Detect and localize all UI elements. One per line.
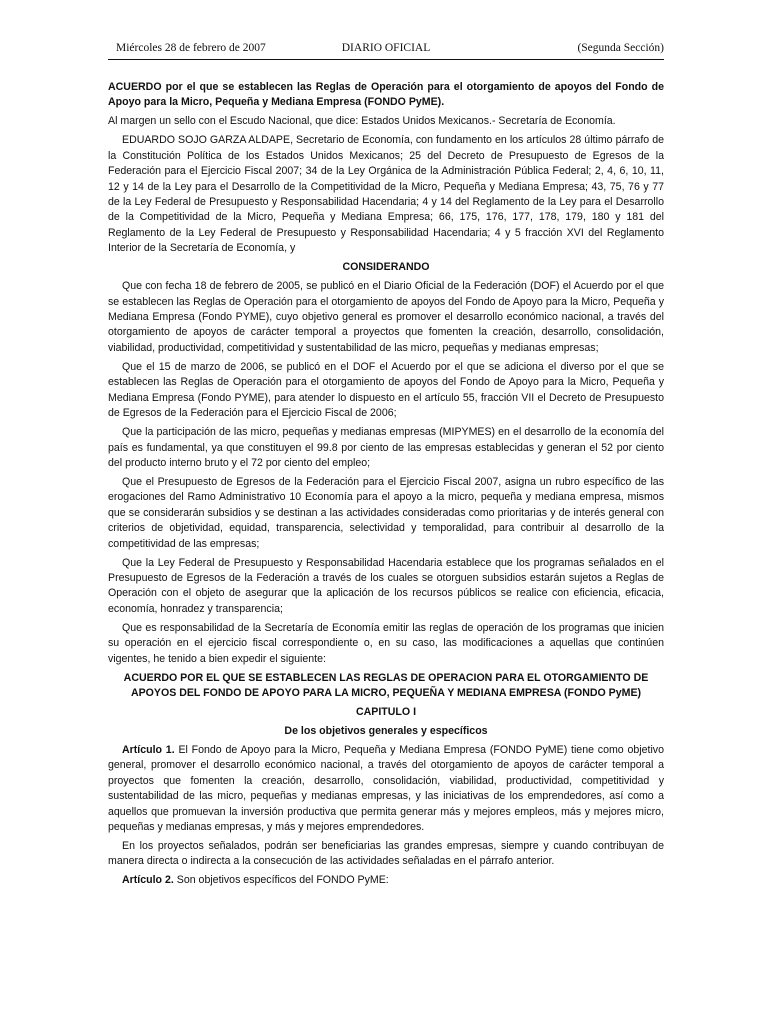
considerando-heading: CONSIDERANDO — [342, 261, 430, 274]
considerando-paragraph: Que con fecha 18 de febrero de 2005, se publicó en el Diario Oficial de la Federación (DOF) el Acuerdo por el que se establecen las Reglas de Operación para el otorgamiento de apoyos del Fondo de Apoyo para la Micro, Pequeña y Mediana Empresa (Fondo PYME), cuyo objetivo general es promover el desarrollo económico nacional, a través del otorgamiento de apoyos de carácter temporal a proyectos que fomenten la creación, desarrollo, consolidación, viabilidad, productividad, competitividad y sustentabilidad de las micro, pequeñas y medianas empresas; — [108, 280, 664, 354]
preamble: EDUARDO SOJO GARZA ALDAPE, Secretario de Economía, con fundamento en los artículos 28 último párrafo de la Constitución Política de los Estados Unidos Mexicanos; 25 del Decreto de Presupuesto de Egresos de la Federación para el Ejercicio Fiscal 2007; 34 de la Ley Orgánica de la Administración Pública Federal; 2, 4, 6, 10, 11, 12 y 14 de la Ley para el Desarrollo de la Competitividad de la Micro, Pequeña y Mediana Empresa; 43, 75, 76 y 77 de la Ley Federal de Presupuesto y Responsabilidad Hacendaria; 4 y 14 del Reglamento de la Ley para el Desarrollo de la Competitividad de la Micro, Pequeña y Mediana Empresa; 66, 175, 176, 177, 178, 179, 180 y 181 del Reglamento de la Ley Federal de Presupuesto y Responsabilidad Hacendaria; 4 y 5 fracción XVI del Reglamento Interior de la Secretaría de Economía, y — [108, 134, 664, 255]
header-date: Miércoles 28 de febrero de 2007 — [116, 42, 266, 54]
considerando-paragraph: Que el Presupuesto de Egresos de la Federación para el Ejercicio Fiscal 2007, asigna un rubro específico de las erogaciones del Ramo Administrativo 10 Economía para el apoyo a la micro, pequeña y mediana empresa, mismos que se considerarán subsidios y se destinan a las actividades consideradas como prioritarias y de interés general con criterios de objetividad, equidad, transparencia, selectividad y temporalidad, para contribuir al desarrollo de la competitividad de las empresas; — [108, 475, 664, 550]
seal-note: Al margen un sello con el Escudo Nacional, que dice: Estados Unidos Mexicanos.- Secretaría de Economía. — [108, 115, 616, 128]
article-2-text: Son objetivos específicos del FONDO PyME: — [173, 874, 389, 887]
header-rule — [108, 59, 664, 60]
article-1-text: El Fondo de Apoyo para la Micro, Pequeña y Mediana Empresa (FONDO PyME) tiene como objetivo general, promover el desarrollo económico nacional, a través del otorgamiento de apoyos de carácter temporal a proyectos que fomenten la creación, desarrollo, consolidación, viabilidad, productividad, competitividad y sustentabilidad de las micro, pequeñas y medianas empresas, y las iniciativas de los emprendedores, así como a aquellos que promuevan la inversión productiva que permita generar más y mejores empleos, más y mejores micro, pequeñas y medianas empresas, y más y mejores emprendedores. — [108, 743, 664, 833]
article-2-label: Artículo 2. — [122, 874, 174, 887]
article-1-paragraph-2: En los proyectos señalados, podrán ser beneficiarias las grandes empresas, siempre y cuando contribuyan de manera directa o indirecta a la consecución de las actividades señaladas en el párrafo anterior. — [108, 840, 664, 868]
article-1 — [108, 743, 664, 835]
considerando-paragraph: Que es responsabilidad de la Secretaría de Economía emitir las reglas de operación de los programas que inicien su operación en el ejercicio fiscal correspondiente o, en su caso, las modificaciones a aquellas que continúen vigentes, he tenido a bien expedir el siguiente: — [108, 621, 664, 665]
considerando-paragraph: Que la Ley Federal de Presupuesto y Responsabilidad Hacendaria establece que los programas señalados en el Presupuesto de Egresos de la Federación a través de los cuales se otorguen subsidios estarán sujetos a Reglas de Operación con el objeto de asegurar que la aplicación de los recursos públicos se realice con eficiencia, eficacia, economía, honradez y transparencia; — [108, 556, 664, 615]
considerando-paragraph: Que el 15 de marzo de 2006, se publicó en el DOF el Acuerdo por el que se adiciona el diverso por el que se establecen las Reglas de Operación para el otorgamiento de apoyos del Fondo de Apoyo para la Micro, Pequeña y Mediana Empresa (Fondo PYME), para atender lo dispuesto en el artículo 55, fracción VII el Decreto de Presupuesto de Egresos de la Federación para el Ejercicio Fiscal de 2006; — [108, 360, 664, 420]
header-section: (Segunda Sección) — [577, 42, 664, 54]
page-header — [108, 42, 664, 58]
chapter-title: De los objetivos generales y específicos — [284, 724, 488, 737]
agreement-heading: ACUERDO POR EL QUE SE ESTABLECEN LAS REGLAS DE OPERACION PARA EL OTORGAMIENTO DE APOYOS DEL FONDO DE APOYO PARA LA MICRO, PEQUEÑA Y MEDIANA EMPRESA (FONDO PyME) — [123, 671, 649, 699]
considerando-paragraph: Que la participación de las micro, pequeñas y medianas empresas (MIPYMES) en el desarrollo de la economía del país es fundamental, ya que constituyen el 99.8 por ciento de las empresas establecidas y generan el 52 por ciento del producto interno bruto y el 72 por ciento del empleo; — [108, 426, 664, 469]
chapter-heading: CAPITULO I — [355, 705, 417, 718]
document-body — [108, 80, 664, 892]
article-2 — [108, 873, 664, 888]
article-1-label: Artículo 1. — [122, 743, 175, 756]
header-publication: DIARIO OFICIAL — [341, 42, 431, 54]
document-title: ACUERDO por el que se establecen las Reglas de Operación para el otorgamiento de apoyos del Fondo de Apoyo para la Micro, Pequeña y Mediana Empresa (FONDO PyME). — [108, 81, 664, 109]
